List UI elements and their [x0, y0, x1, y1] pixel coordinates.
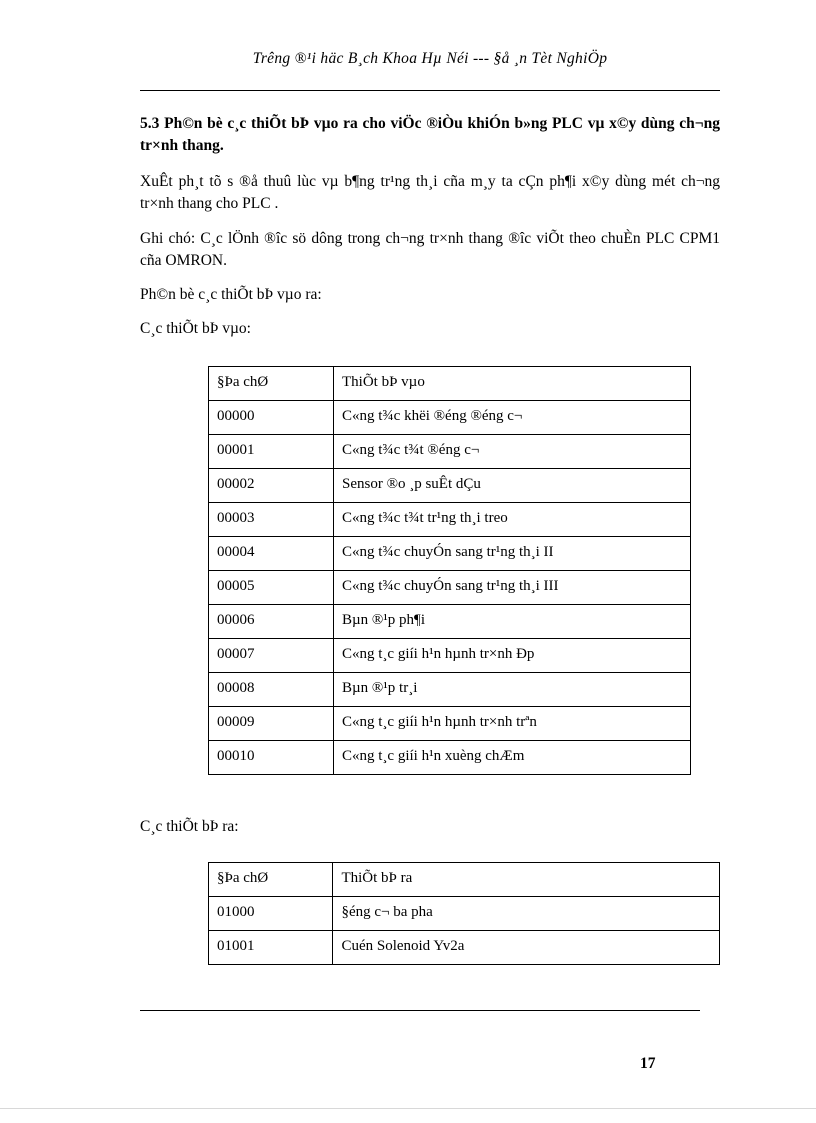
cell-address: 00004: [209, 536, 334, 570]
cell-device: C«ng t¾c chuyÓn sang tr¹ng th¸i II: [334, 536, 691, 570]
table-row: [209, 536, 691, 570]
cell-device: §éng c¬ ba pha: [333, 896, 720, 930]
cell-address: 00003: [209, 502, 334, 536]
paragraph-4: C¸c thiÕt bÞ vµo:: [140, 319, 251, 337]
cell-address: 00008: [209, 672, 334, 706]
section-heading: 5.3 Ph©n bè c¸c thiÕt bÞ vµo ra cho viÖc ®iÒu khiÓn b»ng PLC vµ x©y dùng ch¬ng tr×nh thang.: [140, 115, 720, 155]
table-row: [209, 570, 691, 604]
table-row: [209, 400, 691, 434]
cell-address: 01001: [209, 930, 333, 964]
output-intro: C¸c thiÕt bÞ ra:: [140, 817, 239, 835]
page-content: [140, 50, 720, 965]
paragraph-2: Ghi chó: C¸c lÖnh ®îc sö dông trong ch¬ng tr×nh thang ®îc viÕt theo chuÈn PLC CPM1 cña OMRON.: [140, 229, 720, 269]
page-number: 17: [640, 1055, 656, 1072]
cell-address: 00002: [209, 468, 334, 502]
cell-device: Cuén Solenoid Yv2a: [333, 930, 720, 964]
cell-address: 01000: [209, 896, 333, 930]
cell-device: C«ng t¸c giíi h¹n hµnh tr×nh Ðp: [334, 638, 691, 672]
table-row: [209, 896, 720, 930]
cell-address: 00007: [209, 638, 334, 672]
cell-device: C«ng t¾c t¾t ®éng c¬: [334, 434, 691, 468]
table-row: [209, 604, 691, 638]
table-row: [209, 706, 691, 740]
cell-address: 00009: [209, 706, 334, 740]
table-header-row: [209, 862, 720, 896]
table-row: [209, 638, 691, 672]
cell-device: C«ng t¾c t¾t tr¹ng th¸i treo: [334, 502, 691, 536]
footer-divider: [140, 1010, 700, 1011]
column-header-address: §Þa chØ: [209, 366, 334, 400]
cell-device: C«ng t¾c khëi ®éng ®éng c¬: [334, 400, 691, 434]
cell-device: C«ng t¸c giíi h¹n xuèng chÆm: [334, 740, 691, 774]
cell-address: 00001: [209, 434, 334, 468]
cell-device: Bµn ®¹p tr¸i: [334, 672, 691, 706]
cell-address: 00005: [209, 570, 334, 604]
table-row: [209, 502, 691, 536]
column-header-device: ThiÕt bÞ ra: [333, 862, 720, 896]
table-row: [209, 930, 720, 964]
spacer: [140, 775, 720, 803]
page-bottom-edge: [0, 1108, 816, 1109]
running-header: Trêng ®¹i häc B¸ch Khoa Hµ Néi --- §å ¸n Tèt NghiÖp: [252, 50, 608, 67]
cell-device: C«ng t¸c giíi h¹n hµnh tr×nh trªn: [334, 706, 691, 740]
table-row: [209, 672, 691, 706]
cell-device: C«ng t¾c chuyÓn sang tr¹ng th¸i III: [334, 570, 691, 604]
input-device-table: [208, 366, 691, 775]
paragraph-3: Ph©n bè c¸c thiÕt bÞ vµo ra:: [140, 285, 322, 303]
cell-address: 00000: [209, 400, 334, 434]
column-header-device: ThiÕt bÞ vµo: [334, 366, 691, 400]
column-header-address: §Þa chØ: [209, 862, 333, 896]
cell-address: 00010: [209, 740, 334, 774]
header-divider: [140, 90, 720, 91]
table-row: [209, 740, 691, 774]
table-header-row: [209, 366, 691, 400]
table-row: [209, 434, 691, 468]
output-device-table: [208, 862, 720, 965]
cell-device: Sensor ®o ¸p suÊt dÇu: [334, 468, 691, 502]
paragraph-1: XuÊt ph¸t tõ s ®å thuû lùc vµ b¶ng tr¹ng th¸i cña m¸y ta cÇn ph¶i x©y dùng mét ch¬ng tr×nh thang cho PLC .: [140, 172, 720, 212]
cell-device: Bµn ®¹p ph¶i: [334, 604, 691, 638]
cell-address: 00006: [209, 604, 334, 638]
table-row: [209, 468, 691, 502]
